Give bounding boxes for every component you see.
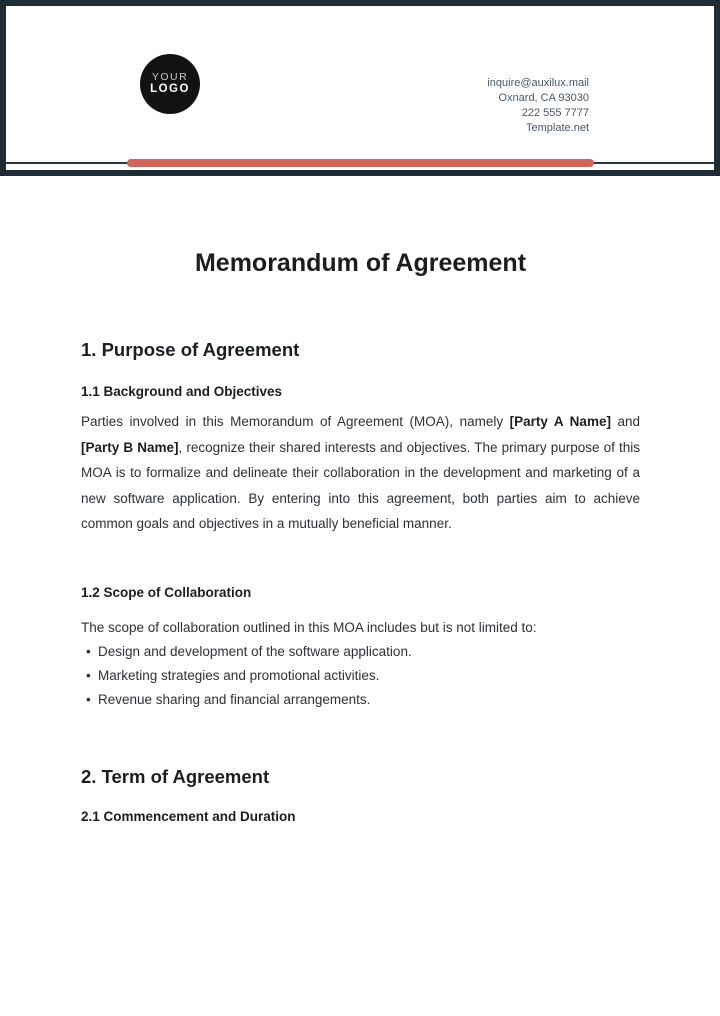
party-a-placeholder: [Party A Name]: [509, 414, 611, 429]
paragraph-text: , recognize their shared interests and objectives. The primary purpose of this MOA is to formalize and delineate their collaboration in the development and marketing of a new software application. By entering into this agreement, both parties aim to achieve common goals and objectives in a mutually beneficial manner.: [81, 439, 641, 531]
document-body: [0, 176, 720, 825]
scope-bullet-item: • Marketing strategies and promotional activities.: [81, 664, 640, 688]
section-2-heading: 2. Term of Agreement: [81, 765, 270, 787]
logo-text-logo: LOGO: [150, 83, 190, 96]
contact-address: Oxnard, CA 93030: [498, 92, 589, 104]
scope-bullet-list: [81, 640, 640, 712]
background-paragraph: [81, 409, 640, 537]
section-1-heading: 1. Purpose of Agreement: [81, 339, 300, 360]
logo-text-your: YOUR: [151, 70, 189, 83]
accent-line: [127, 159, 594, 167]
scope-bullet-item: • Design and development of the software application.: [81, 640, 640, 664]
paragraph-text: Parties involved in this Memorandum of Agreement (MOA), namely: [81, 414, 510, 429]
contact-block: [487, 76, 589, 136]
contact-website: Template.net: [526, 122, 589, 134]
scope-bullet-item: • Revenue sharing and financial arrangements.: [81, 688, 640, 712]
contact-email: inquire@auxilux.mail: [487, 77, 589, 89]
contact-phone: 222 555 7777: [521, 107, 589, 119]
scope-intro-line: The scope of collaboration outlined in this MOA includes but is not limited to:: [81, 619, 537, 635]
subsection-1-1-heading: 1.1 Background and Objectives: [81, 384, 283, 399]
party-b-placeholder: [Party B Name]: [81, 439, 179, 455]
subsection-2-1-heading: 2.1 Commencement and Duration: [81, 808, 296, 824]
company-logo: [140, 54, 200, 114]
paragraph-text: and: [610, 414, 641, 429]
subsection-1-2-heading: 1.2 Scope of Collaboration: [81, 584, 252, 600]
document-title: Memorandum of Agreement: [194, 249, 527, 277]
letterhead: [0, 0, 720, 176]
